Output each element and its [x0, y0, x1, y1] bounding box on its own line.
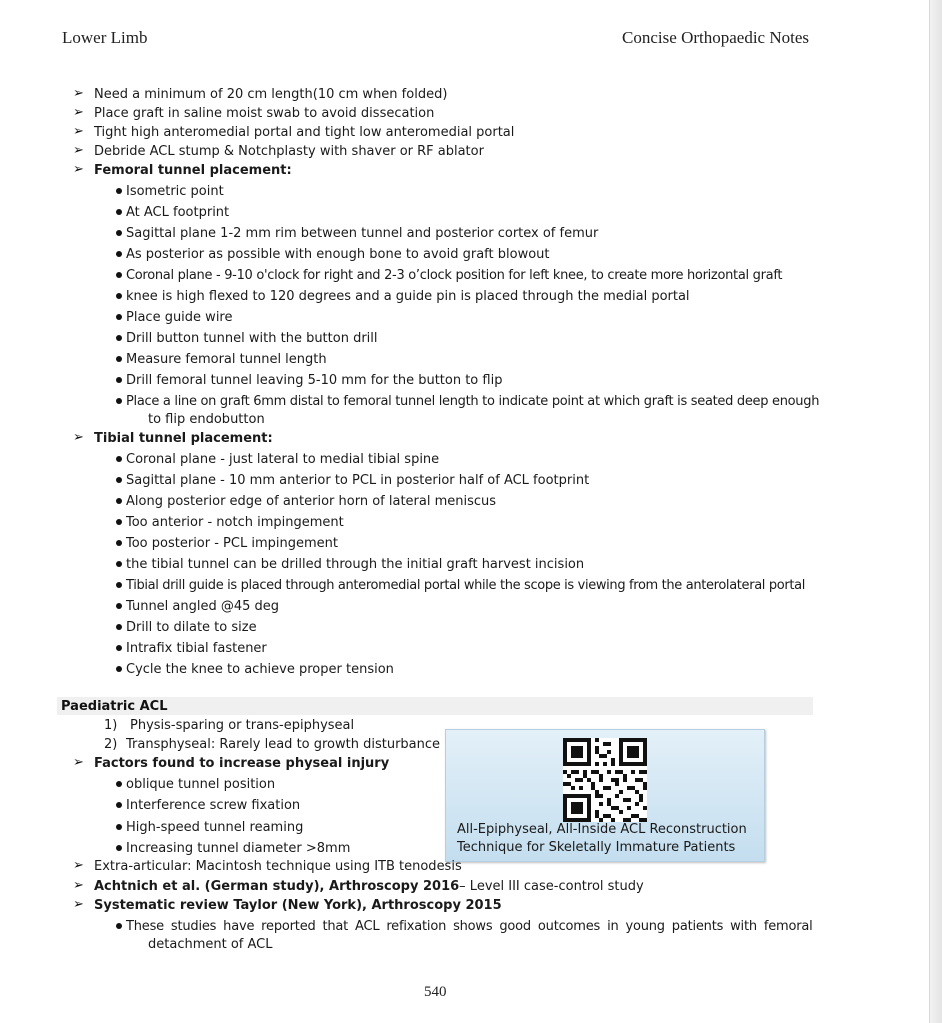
arrow-item-4: Debride ACL stump & Notchplasty with shaver or RF ablator	[94, 144, 484, 159]
arrow-item-3: Tight high anteromedial portal and tight low anteromedial portal	[94, 125, 515, 140]
tibial-item-11: Cycle the knee to achieve proper tension	[126, 662, 394, 677]
tibial-item-7: Tibial drill guide is placed through anteromedial portal while the scope is viewing from the anterolateral portal	[126, 578, 805, 593]
tibial-item-5: Too posterior - PCL impingement	[126, 536, 338, 551]
femoral-item-6: knee is high flexed to 120 degrees and a guide pin is placed through the medial portal	[126, 289, 690, 304]
achtnich-citation: Achtnich et al. (German study), Arthroscopy 2016	[94, 879, 460, 894]
tibial-item-1: Coronal plane - just lateral to medial tibial spine	[126, 452, 440, 467]
factor-item-4: Increasing tunnel diameter >8mm	[126, 841, 351, 856]
tibial-item-4: Too anterior - notch impingement	[126, 515, 344, 530]
bullet-dot	[116, 624, 122, 630]
arrow-marker: ➢	[73, 858, 84, 873]
arrow-marker: ➢	[73, 86, 84, 101]
arrow-marker: ➢	[73, 105, 84, 120]
numbered-marker-1: 1)	[104, 718, 118, 733]
tibial-item-8: Tunnel angled @45 deg	[126, 599, 280, 614]
factor-item-1: oblique tunnel position	[126, 777, 276, 792]
header-right-title: Concise Orthopaedic Notes	[622, 28, 809, 47]
arrow-marker: ➢	[73, 878, 84, 893]
qr-caption-line-1: All-Epiphyseal, All-Inside ACL Reconstruction	[457, 822, 747, 837]
bullet-dot	[116, 498, 122, 504]
achtnich-item	[94, 878, 644, 895]
page-number: 540	[424, 984, 447, 1000]
tibial-heading: Tibial tunnel placement:	[94, 431, 273, 446]
bullet-dot	[116, 293, 122, 299]
numbered-marker-2: 2)	[104, 737, 118, 752]
paediatric-section-title: Paediatric ACL	[61, 699, 168, 714]
bullet-dot	[116, 666, 122, 672]
femoral-heading: Femoral tunnel placement:	[94, 163, 292, 178]
tibial-item-3: Along posterior edge of anterior horn of lateral meniscus	[126, 494, 497, 509]
femoral-item-10: Drill femoral tunnel leaving 5-10 mm for the button to flip	[126, 373, 503, 388]
bullet-dot	[116, 845, 122, 851]
section-band	[57, 697, 813, 715]
femoral-item-1: Isometric point	[126, 184, 224, 199]
arrow-marker: ➢	[73, 755, 84, 770]
tibial-item-9: Drill to dilate to size	[126, 620, 257, 635]
femoral-item-2: At ACL footprint	[126, 205, 230, 220]
bullet-dot	[116, 561, 122, 567]
qr-code-box[interactable]	[445, 729, 765, 862]
systematic-review-item: These studies have reported that ACL refixation shows good outcomes in young patients with femoral	[126, 919, 813, 934]
bullet-dot	[116, 582, 122, 588]
extra-articular-item: Extra-articular: Macintosh technique using ITB tenodesis	[94, 859, 462, 874]
arrow-marker: ➢	[73, 143, 84, 158]
bullet-dot	[116, 398, 122, 404]
femoral-item-4: As posterior as possible with enough bone to avoid graft blowout	[126, 247, 550, 262]
arrow-marker: ➢	[73, 162, 84, 177]
arrow-item-2: Place graft in saline moist swab to avoid dissecation	[94, 106, 435, 121]
arrow-marker: ➢	[73, 430, 84, 445]
bullet-dot	[116, 540, 122, 546]
tibial-item-10: Intrafix tibial fastener	[126, 641, 267, 656]
arrow-marker: ➢	[73, 897, 84, 912]
bullet-dot	[116, 272, 122, 278]
tibial-item-6: the tibial tunnel can be drilled through the initial graft harvest incision	[126, 557, 585, 572]
achtnich-level: – Level III case-control study	[459, 879, 644, 894]
bullet-dot	[116, 188, 122, 194]
bullet-dot	[116, 251, 122, 257]
bullet-dot	[116, 824, 122, 830]
bullet-dot	[116, 781, 122, 787]
qr-caption-line-2: Technique for Skeletally Immature Patients	[457, 840, 736, 855]
header-left-title: Lower Limb	[62, 28, 148, 47]
femoral-item-7: Place guide wire	[126, 310, 233, 325]
femoral-item-9: Measure femoral tunnel length	[126, 352, 327, 367]
femoral-item-3: Sagittal plane 1-2 mm rim between tunnel and posterior cortex of femur	[126, 226, 599, 241]
bullet-dot	[116, 477, 122, 483]
bullet-dot	[116, 314, 122, 320]
bullet-dot	[116, 230, 122, 236]
arrow-marker: ➢	[73, 124, 84, 139]
numbered-item-1: Physis-sparing or trans-epiphyseal	[130, 718, 355, 733]
bullet-dot	[116, 923, 122, 929]
factors-heading: Factors found to increase physeal injury	[94, 756, 390, 771]
bullet-dot	[116, 377, 122, 383]
femoral-item-8: Drill button tunnel with the button drill	[126, 331, 378, 346]
numbered-item-2: Transphyseal: Rarely lead to growth disturbance	[126, 737, 441, 752]
bullet-dot	[116, 519, 122, 525]
bullet-dot	[116, 456, 122, 462]
page-edge	[929, 0, 942, 1023]
factor-item-2: Interference screw fixation	[126, 798, 301, 813]
arrow-item-1: Need a minimum of 20 cm length(10 cm when folded)	[94, 87, 448, 102]
bullet-dot	[116, 335, 122, 341]
factor-item-3: High-speed tunnel reaming	[126, 820, 304, 835]
bullet-dot	[116, 209, 122, 215]
bullet-dot	[116, 356, 122, 362]
tibial-item-2: Sagittal plane - 10 mm anterior to PCL in posterior half of ACL footprint	[126, 473, 590, 488]
qr-code-icon[interactable]	[563, 738, 647, 822]
femoral-item-11-continuation: to flip endobutton	[148, 412, 265, 427]
bullet-dot	[116, 645, 122, 651]
bullet-dot	[116, 802, 122, 808]
systematic-review-item-continuation: detachment of ACL	[148, 937, 273, 952]
systematic-review-heading: Systematic review Taylor (New York), Arthroscopy 2015	[94, 898, 502, 913]
bullet-dot	[116, 603, 122, 609]
femoral-item-5: Coronal plane - 9-10 o'clock for right and 2-3 o’clock position for left knee, to create more horizontal graft	[126, 268, 783, 283]
femoral-item-11: Place a line on graft 6mm distal to femoral tunnel length to indicate point at which graft is seated deep enough	[126, 394, 820, 409]
